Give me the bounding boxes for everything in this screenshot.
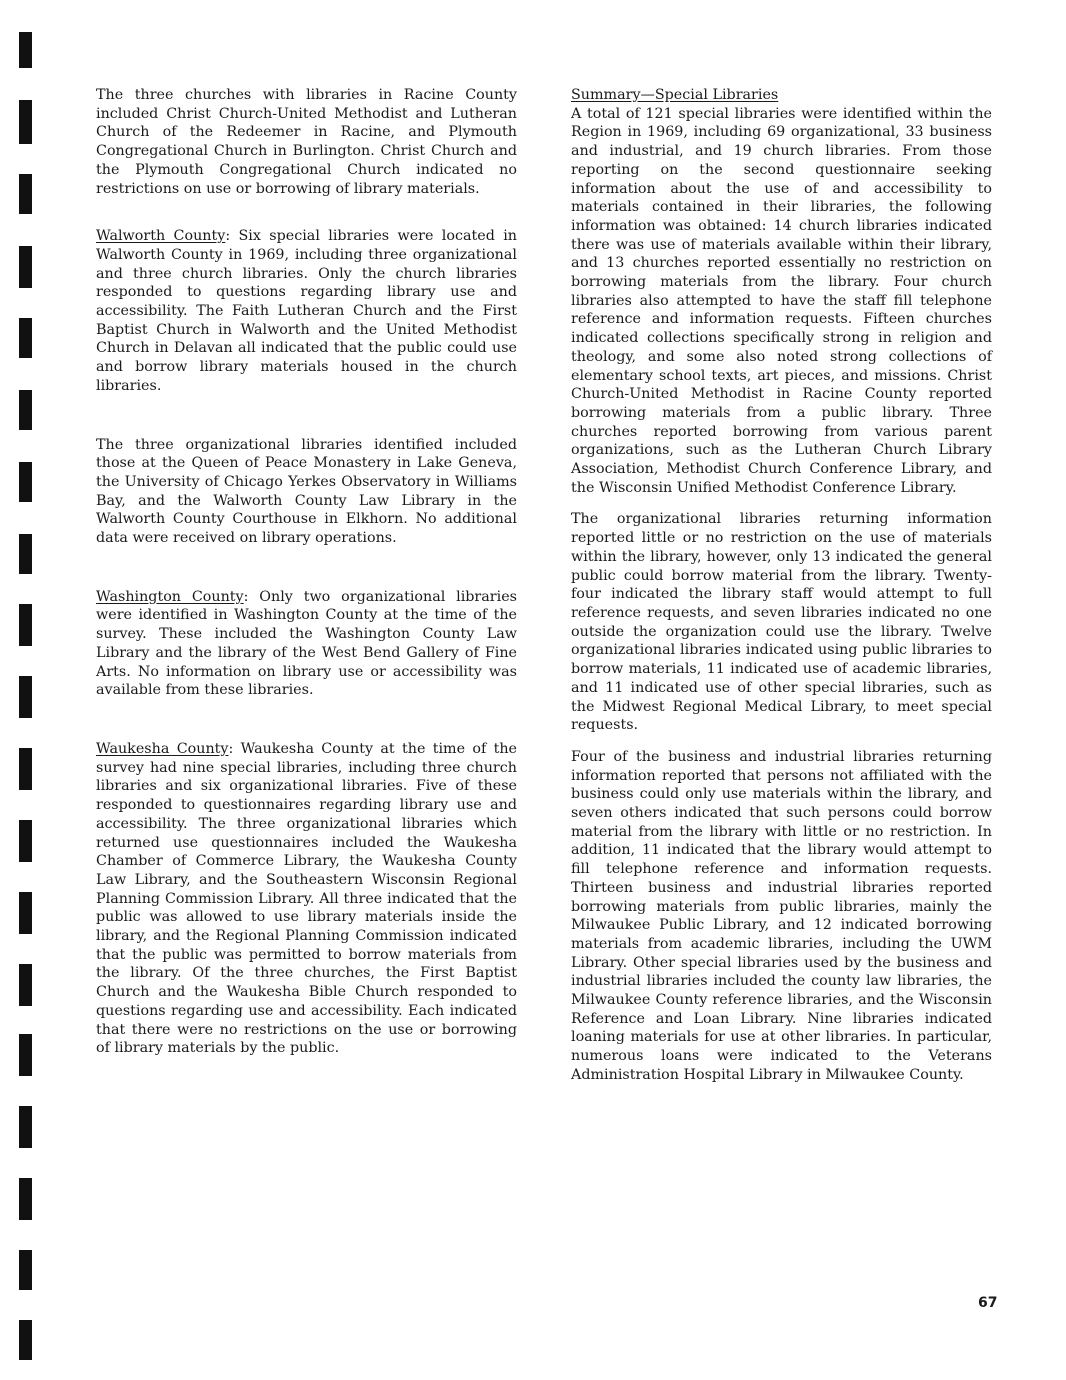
- binding-mark: [19, 534, 32, 574]
- binding-mark: [19, 892, 32, 934]
- binding-mark: [19, 748, 32, 790]
- walworth-heading: Walworth County: [96, 228, 226, 245]
- business-libraries-paragraph: Four of the business and industrial libraries returning information reported that persons not affiliated with the business could only use materials within the library, and seven others indicated that such persons could borrow material from the library with little or no restriction. In addition, 11 indicated that the library would attempt to fill telephone reference and information requests. Thirteen business and industrial libraries reported borrowing materials from public libraries, mainly the Milwaukee Public Library, and 12 indicated borrowing materials from academic libraries, including the UWM Library. Other special libraries used by the business and industrial libraries included the county law libraries, the Milwaukee County reference libraries, and the Wisconsin Reference and Loan Library. Nine libraries indicated loaning materials for use at other libraries. In particular, numerous loans were indicated to the Veterans Administration Hospital Library in Milwaukee County.: [571, 748, 992, 1083]
- walworth-paragraph: [96, 227, 517, 395]
- walworth-body: : Six special libraries were located in Walworth County in 1969, including three organizational and three church libraries. Only the church libraries responded to questions regarding library use and accessibility. The Faith Lutheran Church and the First Baptist Church in Walworth and the United Methodist Church in Delavan all indicated that the public could use and borrow library materials housed in the church libraries.: [96, 228, 518, 394]
- walworth-organizational-paragraph: The three organizational libraries identified included those at the Queen of Peace Monastery in Lake Geneva, the University of Chicago Yerkes Observatory in Williams Bay, and the Walworth County Law Library in the Walworth County Courthouse in Elkhorn. No additional data were received on library operations.: [96, 436, 517, 547]
- organizational-libraries-paragraph: The organizational libraries returning information reported little or no restriction on the use of materials within the library, however, only 13 indicated the general public could borrow material from the library. Twenty-four indicated the library staff would attempt to full reference requests, and seven libraries indicated no one outside the organization could use the library. Twelve organizational libraries indicated using public libraries to borrow materials, 11 indicated use of academic libraries, and 11 indicated use of other special libraries, such as the Midwest Regional Medical Library, to meet special requests.: [571, 511, 992, 734]
- waukesha-body: : Waukesha County at the time of the survey had nine special libraries, including three church libraries and six organizational libraries. Five of these responded to questionnaires regarding library use and accessibility. The three organizational libraries which returned use questionnaires included the Waukesha Chamber of Commerce Library, the Waukesha County Law Library, and the Southeastern Wisconsin Regional Planning Commission Library. All three indicated that the public was allowed to use library materials inside the library, and the Regional Planning Commission indicated that the public was permitted to borrow materials from the library. Of the three churches, the First Baptist Church and the Waukesha Bible Church responded to questions regarding use and accessibility. Each indicated that there were no restrictions on the use or borrowing of library materials by the public.: [96, 740, 517, 1057]
- binding-mark: [19, 964, 32, 1006]
- washington-paragraph: [96, 588, 517, 700]
- waukesha-heading: Waukesha County: [96, 740, 229, 757]
- binding-marks: [19, 0, 39, 1380]
- binding-mark: [19, 1320, 32, 1360]
- binding-mark: [19, 1106, 32, 1148]
- binding-mark: [19, 390, 32, 430]
- waukesha-paragraph: [96, 740, 517, 1058]
- binding-mark: [19, 174, 32, 214]
- binding-mark: [19, 1178, 32, 1220]
- washington-body: : Only two organizational libraries were identified in Washington County at the time of the survey. These included the Washington County Law Library and the library of the West Bend Gallery of Fine Arts. No information on library use or accessibility was available from these libraries.: [96, 588, 517, 699]
- summary-paragraph: A total of 121 special libraries were identified within the Region in 1969, including 69 organizational, 33 business and industrial, and 19 church libraries. From those reporting on the second questionnaire seeking information about the use of and accessibility to materials contained in their libraries, the following information was obtained: 14 church libraries indicated there was use of materials available within their library, and 13 churches reported essentially no restriction on borrowing materials from the library. Four church libraries also attempted to have the staff fill telephone reference and information requests. Fifteen churches indicated collections specifically strong in religion and theology, and some also noted strong collections of elementary school texts, art pieces, and missions. Christ Church-United Methodist in Racine County reported borrowing materials from a public library. Three churches reported borrowing from various parent organizations, such as the Lutheran Church Library Association, Methodist Church Conference Library, and the Wisconsin Unified Methodist Conference Library.: [571, 105, 992, 496]
- binding-mark: [19, 1250, 32, 1290]
- page-number: 67: [978, 1295, 998, 1311]
- binding-mark: [19, 246, 32, 288]
- binding-mark: [19, 604, 32, 646]
- summary-heading: Summary—Special Libraries: [571, 87, 779, 103]
- racine-churches-paragraph: The three churches with libraries in Racine County included Christ Church-United Methodist and Lutheran Church of the Redeemer in Racine, and Plymouth Congregational Church in Burlington. Christ Church and the Plymouth Congregational Church indicated no restrictions on use or borrowing of library materials.: [96, 87, 517, 197]
- binding-mark: [19, 676, 32, 718]
- binding-mark: [19, 318, 32, 358]
- binding-mark: [19, 820, 32, 862]
- binding-mark: [19, 32, 32, 68]
- left-column: [96, 86, 517, 1058]
- binding-mark: [19, 462, 32, 502]
- washington-heading: Washington County: [96, 588, 244, 605]
- right-column: [571, 86, 992, 1085]
- binding-mark: [19, 100, 32, 144]
- binding-mark: [19, 1034, 32, 1076]
